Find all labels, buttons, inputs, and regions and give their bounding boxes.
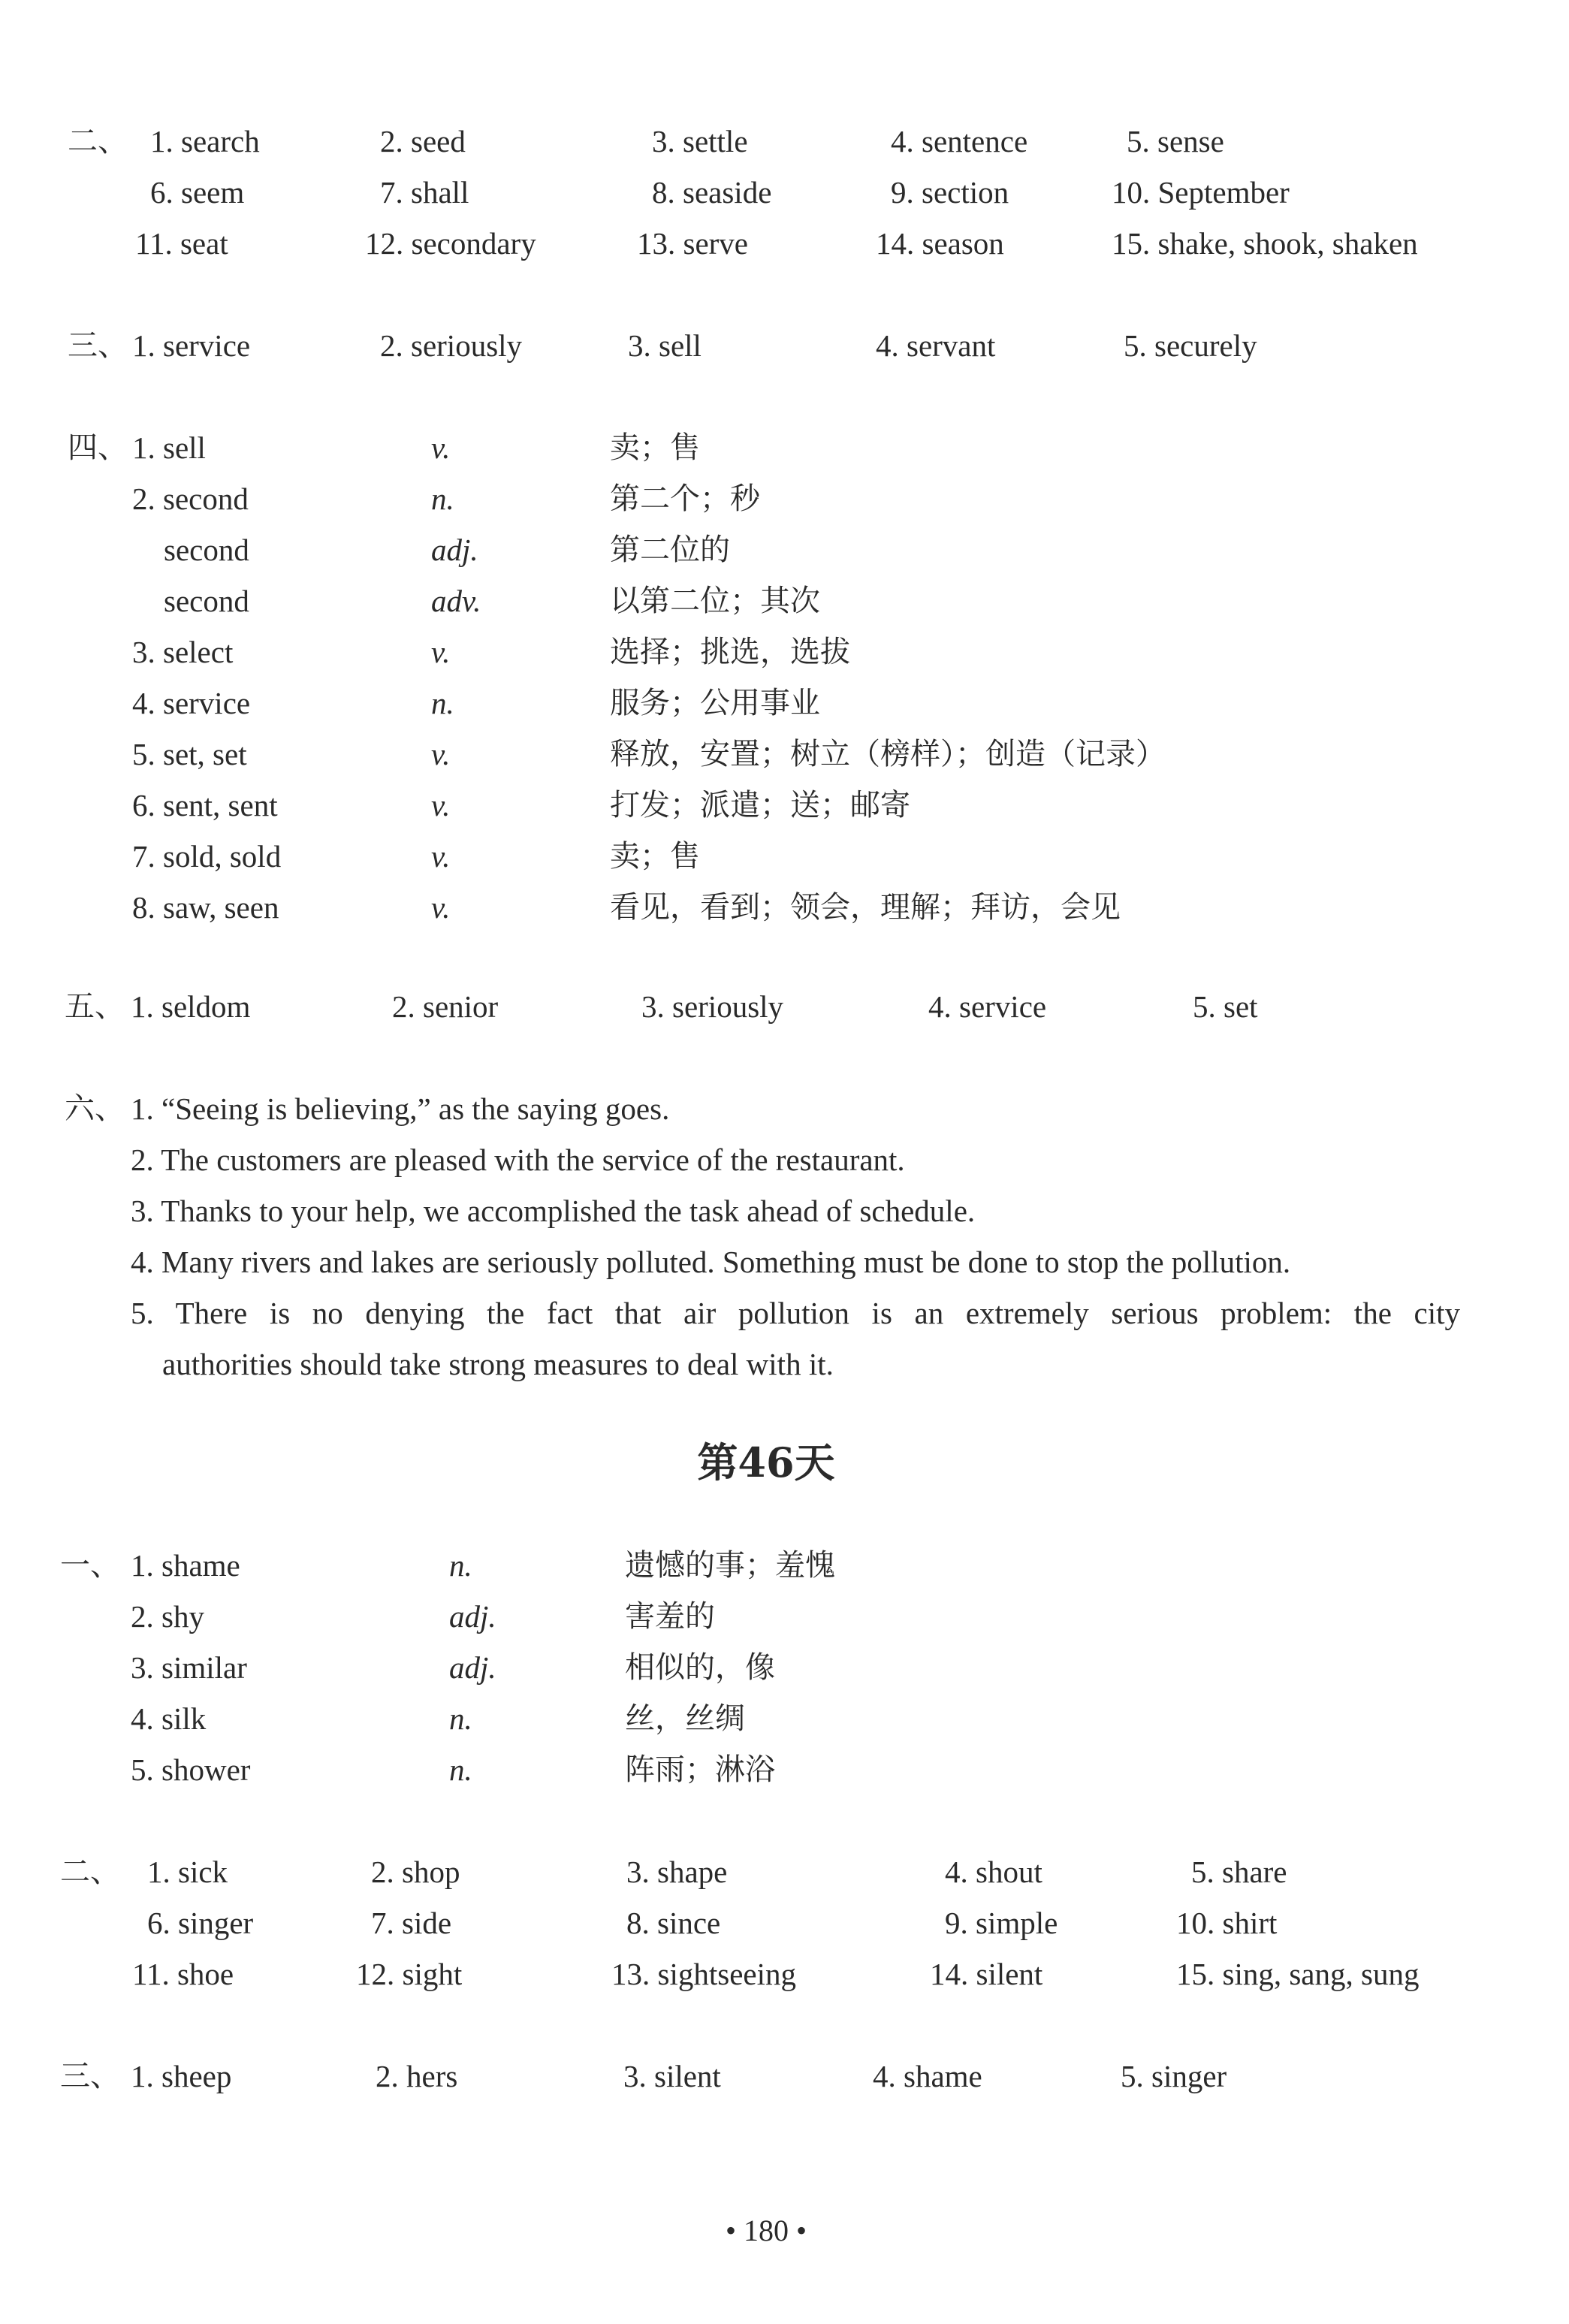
- day46-section-3-label: 三、: [60, 2059, 120, 2093]
- part-of-speech: n.: [449, 1701, 472, 1736]
- answer-item: 5. singer: [1121, 2059, 1227, 2093]
- vocab-word: 3. similar: [131, 1650, 247, 1685]
- section-4-row: [0, 739, 1502, 790]
- answer-item: 15. sing, sang, sung: [1176, 1957, 1420, 1991]
- part-of-speech: v.: [431, 890, 451, 925]
- vocab-word: 3. select: [132, 635, 234, 669]
- section-2-row-3: [0, 228, 1502, 279]
- section-5-row: [0, 991, 1502, 1043]
- answer-item: 8. seaside: [652, 175, 772, 210]
- part-of-speech: adj.: [431, 533, 478, 567]
- part-of-speech: adj.: [449, 1599, 496, 1634]
- vocab-meaning: 看见，看到；领会，理解；拜访，会见: [610, 890, 1121, 925]
- answer-item: 4. shame: [873, 2059, 982, 2093]
- part-of-speech: v.: [431, 430, 451, 465]
- day46-section-1-row: [0, 1652, 1502, 1704]
- answer-item: 7. side: [371, 1906, 452, 1940]
- answer-item: 14. silent: [930, 1957, 1043, 1991]
- day46-section-2-row-3: [0, 1959, 1502, 2010]
- vocab-meaning: 阵雨；淋浴: [625, 1752, 775, 1787]
- vocab-word: 4. silk: [131, 1701, 207, 1736]
- section-3-label: 三、: [68, 328, 128, 363]
- vocab-meaning: 相似的，像: [625, 1650, 775, 1685]
- answer-item: 9. section: [891, 175, 1009, 210]
- answer-item: 10. shirt: [1176, 1906, 1278, 1940]
- answer-item: 6. singer: [147, 1906, 254, 1940]
- vocab-meaning: 服务；公用事业: [610, 686, 820, 720]
- answer-item: 2. shop: [371, 1855, 460, 1889]
- part-of-speech: v.: [431, 737, 451, 771]
- answer-item: 11. seat: [135, 226, 228, 261]
- day46-section-1-row: [0, 1601, 1502, 1652]
- answer-item: 1. sheep: [131, 2059, 232, 2093]
- day46-section-1-row: [0, 1701, 1502, 1755]
- answer-item: 2. senior: [392, 989, 499, 1024]
- translation-sentence: 3. Thanks to your help, we accomplished the task ahead of schedule.: [131, 1194, 976, 1228]
- translation-sentence: 4. Many rivers and lakes are seriously polluted. Something must be done to stop the pollution.: [131, 1245, 1291, 1279]
- answer-item: 4. servant: [876, 328, 996, 363]
- answer-item: 1. service: [132, 328, 251, 363]
- day-title: 第46天: [697, 1438, 835, 1486]
- part-of-speech: v.: [431, 788, 451, 822]
- vocab-word: 2. second: [132, 481, 249, 516]
- vocab-meaning: 打发；派遣；送；邮寄: [610, 788, 910, 822]
- vocab-meaning: 卖；售: [610, 430, 700, 465]
- part-of-speech: n.: [431, 686, 454, 720]
- part-of-speech: v.: [431, 839, 451, 874]
- section-4-label: 四、: [68, 430, 128, 465]
- answer-item: 5. securely: [1124, 328, 1257, 363]
- part-of-speech: adj.: [449, 1650, 496, 1685]
- vocab-word: 6. sent, sent: [132, 788, 278, 822]
- section-2-row-1: [0, 126, 1502, 177]
- section-2-row-2: [0, 177, 1502, 228]
- section-3-row: [0, 330, 1502, 382]
- vocab-meaning: 选择；挑选，选拔: [610, 635, 850, 669]
- translation-sentence: 1. “Seeing is believing,” as the saying goes.: [131, 1091, 670, 1126]
- section-4-row: [0, 790, 1502, 841]
- translation-sentence: 5. There is no denying the fact that air pollution is an extremely serious problem: the city: [131, 1296, 1460, 1330]
- answer-item: 1. search: [150, 124, 260, 158]
- vocab-meaning: 卖；售: [610, 839, 700, 874]
- part-of-speech: n.: [449, 1548, 472, 1583]
- vocab-meaning: 害羞的: [625, 1599, 715, 1634]
- vocab-word: 1. shame: [131, 1548, 240, 1583]
- answer-item: 2. seed: [380, 124, 466, 158]
- vocab-word: 4. service: [132, 686, 251, 720]
- answer-item: 1. seldom: [131, 989, 251, 1024]
- answer-item: 4. shout: [945, 1855, 1042, 1889]
- vocab-word: second: [164, 584, 249, 618]
- answer-item: 3. seriously: [641, 989, 784, 1024]
- answer-item: 15. shake, shook, shaken: [1112, 226, 1418, 261]
- answer-item: 4. service: [928, 989, 1047, 1024]
- part-of-speech: v.: [431, 635, 451, 669]
- vocab-meaning: 第二个；秒: [610, 481, 760, 516]
- answer-item: 5. share: [1191, 1855, 1287, 1889]
- answer-item: 9. simple: [945, 1906, 1058, 1940]
- day46-section-1-label: 一、: [60, 1548, 120, 1583]
- vocab-word: 2. shy: [131, 1599, 204, 1634]
- answer-item: 5. sense: [1127, 124, 1224, 158]
- section-4-row: [0, 535, 1502, 586]
- translation-sentence-continued: authorities should take strong measures to deal with it.: [162, 1347, 834, 1381]
- answer-item: 3. sell: [628, 328, 702, 363]
- answer-item: 13. sightseeing: [611, 1957, 796, 1991]
- vocab-meaning: 遗憾的事；羞愧: [625, 1548, 835, 1583]
- answer-item: 14. season: [876, 226, 1004, 261]
- vocab-meaning: 释放，安置；树立（榜样）；创造（记录）: [610, 737, 1166, 771]
- answer-item: 7. shall: [380, 175, 469, 210]
- vocab-word: 8. saw, seen: [132, 890, 279, 925]
- answer-item: 3. settle: [652, 124, 748, 158]
- part-of-speech: n.: [449, 1752, 472, 1787]
- answer-item: 2. seriously: [380, 328, 523, 363]
- page-number: • 180 •: [725, 2214, 807, 2247]
- answer-item: 5. set: [1193, 989, 1258, 1024]
- section-4-row: [0, 637, 1502, 688]
- section-5-label: 五、: [65, 989, 125, 1024]
- day46-section-2-row-1: [0, 1857, 1502, 1908]
- answer-item: 8. since: [626, 1906, 721, 1940]
- vocab-word: 5. set, set: [132, 737, 247, 771]
- part-of-speech: n.: [431, 481, 454, 516]
- section-4-row: [0, 841, 1502, 892]
- vocab-word: 7. sold, sold: [132, 839, 282, 874]
- day46-section-1-row: [0, 1752, 1502, 1806]
- part-of-speech: adv.: [431, 584, 481, 618]
- day46-section-1-row: [0, 1550, 1502, 1601]
- day46-section-3-row: [0, 2061, 1502, 2112]
- section-4-row: [0, 430, 1502, 484]
- section-4-row: [0, 688, 1502, 739]
- answer-item: 11. shoe: [132, 1957, 234, 1991]
- day46-section-2-row-2: [0, 1908, 1502, 1959]
- day46-section-2-label: 二、: [60, 1855, 120, 1889]
- section-6-label: 六、: [65, 1091, 125, 1126]
- vocab-word: 5. shower: [131, 1752, 251, 1787]
- answer-item: 12. sight: [356, 1957, 463, 1991]
- answer-item: 3. shape: [626, 1855, 728, 1889]
- vocab-word: second: [164, 533, 249, 567]
- section-4-row: [0, 481, 1502, 535]
- answer-item: 12. secondary: [365, 226, 536, 261]
- answer-item: 13. serve: [637, 226, 749, 261]
- answer-item: 4. sentence: [891, 124, 1028, 158]
- answer-item: 1. sick: [147, 1855, 228, 1889]
- vocab-meaning: 丝，丝绸: [625, 1701, 745, 1736]
- translation-sentence: 2. The customers are pleased with the service of the restaurant.: [131, 1142, 905, 1177]
- answer-item: 10. September: [1112, 175, 1290, 210]
- section-2-label: 二、: [68, 124, 128, 158]
- section-4-row: [0, 586, 1502, 637]
- section-4-row: [0, 892, 1502, 943]
- vocab-meaning: 第二位的: [610, 533, 730, 567]
- answer-item: 3. silent: [623, 2059, 721, 2093]
- vocab-meaning: 以第二位；其次: [610, 584, 820, 618]
- answer-item: 6. seem: [150, 175, 245, 210]
- answer-item: 2. hers: [376, 2059, 458, 2093]
- vocab-word: 1. sell: [132, 430, 206, 465]
